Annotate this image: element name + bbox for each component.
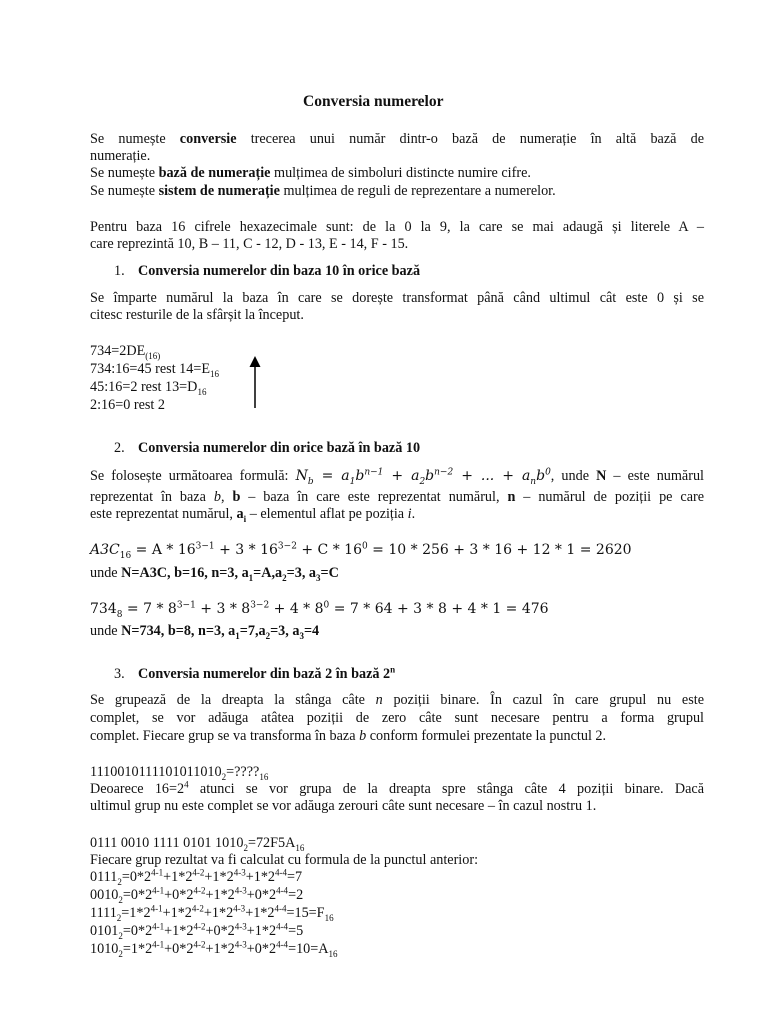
- intro-line-6: care reprezintă 10, B – 11, C - 12, D - 13, E - 14, F - 15.: [90, 236, 409, 252]
- intro-line-2: numerație.: [90, 148, 151, 164]
- term-baza: bază de numerație: [158, 165, 271, 181]
- term-conversie: conversie: [179, 131, 237, 147]
- binary-explain-2: ultimul grup nu este complet se vor adăuga zerouri câte sunt necesare – în cazul nostru 1.: [90, 798, 597, 814]
- group-row: $0101_2=0*2^{4-1}+1*2^{4-2}+0*2^{4-3}+1*2^{4-4}=5$: [90, 921, 304, 941]
- group-row: $0111_2=0*2^{4-1}+1*2^{4-2}+1*2^{4-3}+1*2^{4-4}=7$: [90, 867, 303, 887]
- section-2-heading: Conversia numerelor din orice bază în bază 10: [138, 440, 421, 456]
- binary-explain-1: Deoarece $16=2^4$ atunci se vor grupa de la dreapta spre stânga câte 4 poziții binare. Dacă: [90, 779, 704, 797]
- section-3-para-1: Se grupează de la dreapta la stânga câte n poziții binare. În cazul în care grupul nu este: [90, 692, 704, 708]
- intro-line-1: Se numește conversie trecerea unui număr dintr-o bază de numerație în altă bază de: [90, 131, 704, 147]
- binary-example: $1110010111101011010_2=????_{16}$: [90, 764, 269, 782]
- general-formula: $N_b = a_1b^{n-1} + a_2b^{n-2}$ + ... + $a_nb^0$: [295, 467, 551, 487]
- equation-2: $734_8 = 7 * 8^{3-1} + 3 * 8^{3-2} + 4 * 8^0 = 7 * 64 + 3 * 8 + 4 * 1 = 476$: [90, 600, 549, 620]
- example-step-2: 45:16=2 rest $13=D_{16}$: [90, 379, 207, 397]
- section-1-heading: Conversia numerelor din baza 10 în orice bază: [138, 263, 421, 279]
- section-3-para-3: complet. Fiecare grup se va transforma în baza b conform formulei prezentate la punctul 2.: [90, 728, 607, 744]
- section-2-number: 2.: [114, 440, 125, 456]
- term-sistem: sistem de numerație: [158, 183, 280, 199]
- section-2-para-2: reprezentat în baza b, b – baza în care este reprezentat numărul, n – numărul de poziții pe care: [90, 489, 705, 505]
- intro-line-3: Se numește bază de numerație mulțimea de simboluri distincte numire cifre.: [90, 165, 531, 181]
- section-2-para-1: Se folosește următoarea formulă: $N_b = a_1b^{n-1} + a_2b^{n-2}$ + ... + $a_nb^0$, unde N – este numărul: [90, 467, 704, 487]
- example-step-1: 734:16=45 rest $14=E_{16}$: [90, 361, 220, 379]
- intro-line-4: Se numește sistem de numerație mulțimea de reguli de reprezentare a numerelor.: [90, 183, 556, 199]
- section-3-number: 3.: [114, 666, 125, 682]
- up-arrow-icon: [248, 356, 262, 408]
- section-3-para-2: complet, se vor adăuga atâtea poziții de zero câte sunt necesare pentru a forma grupul: [90, 710, 704, 726]
- section-3-heading: Conversia numerelor din bază 2 în bază 2$^n$: [138, 664, 396, 682]
- section-2-para-3: este reprezentat numărul, $a_i$ – elementul aflat pe poziția i.: [90, 506, 416, 524]
- where-line-1: unde N=A3C, b=16, n=3, $a_1=A,a_2=3$, $a_3=C$: [90, 565, 339, 583]
- grouped-binary: 0111 0010 1111 0101 $1010_2=72F5A_{16}$: [90, 835, 305, 853]
- page-title: Conversia numerelor: [303, 93, 444, 110]
- example-step-3: 2:16=0 rest 2: [90, 397, 165, 413]
- intro-line-5: Pentru baza 16 cifrele hexazecimale sunt: de la 0 la 9, la care se mai adaugă și literele A –: [90, 219, 704, 235]
- section-1-para-2: citesc resturile de la sfârșit la început.: [90, 307, 304, 323]
- group-row: $1111_2=1*2^{4-1}+1*2^{4-2}+1*2^{4-3}+1*2^{4-4}=15=F_{16}$: [90, 903, 334, 923]
- groups-intro: Fiecare grup rezultat va fi calculat cu formula de la punctul anterior:: [90, 852, 479, 868]
- group-row: $1010_2=1*2^{4-1}+0*2^{4-2}+1*2^{4-3}+0*2^{4-4}=10=A_{16}$: [90, 939, 338, 959]
- where-line-2: unde N=734, b=8, n=3, $a_1=7,a_2=3$, $a_3=4$: [90, 623, 320, 641]
- equation-1: $A3C_{16} = A * 16^{3-1} + 3 * 16^{3-2} + C * 16^0 = 10 * 256 + 3 * 16 + 12 * 1 = 2620$: [90, 541, 632, 561]
- section-1-para-1: Se împarte numărul la baza în care se dorește transformat până când ultimul cât este 0 și se: [90, 290, 704, 306]
- section-1-number: 1.: [114, 263, 125, 279]
- group-row: $0010_2=0*2^{4-1}+0*2^{4-2}+1*2^{4-3}+0*2^{4-4}=2$: [90, 885, 304, 905]
- example-result: $734=2DE_{(16)}$: [90, 343, 161, 361]
